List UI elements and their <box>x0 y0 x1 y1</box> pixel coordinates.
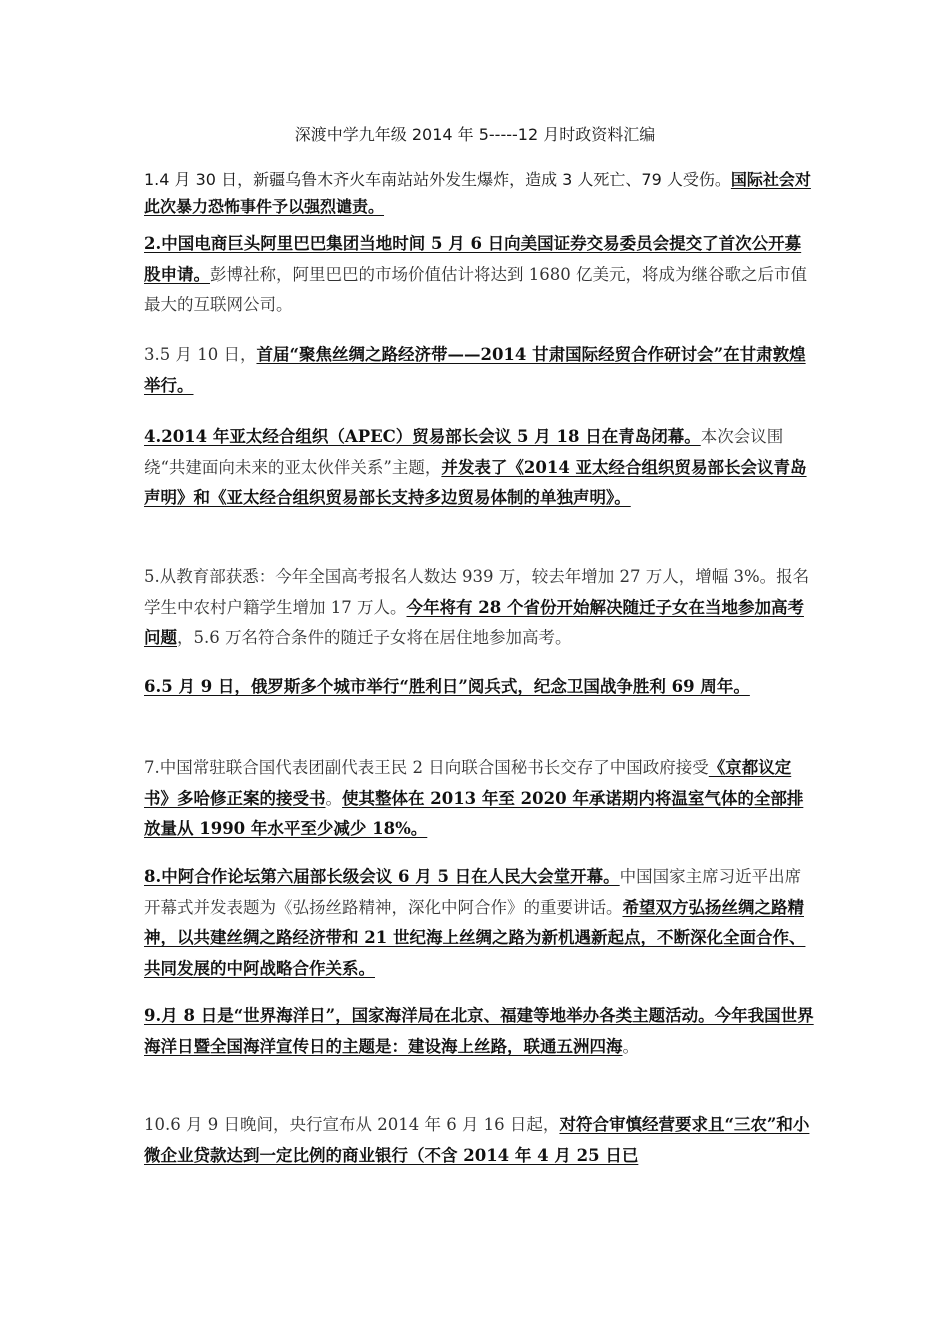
item-text: 3.5 月 10 日， <box>144 345 257 364</box>
item-text: 7.中国常驻联合国代表团副代表王民 2 日向联合国秘书长交存了中国政府接受 <box>144 758 709 777</box>
news-item-8 <box>144 862 814 984</box>
item-highlight: 对符合审慎经营要求且“三农”和小微企业贷款达到一定比例的商业银行（不含 2014 年 4 月 25 日已 <box>144 1115 810 1165</box>
item-text: 中国国家主席习近平出席开幕式并发表题为《弘扬丝路精神，深化中阿合作》的重要讲话。 <box>144 867 802 917</box>
item-text: 5.从教育部获悉：今年全国高考报名人数达 939 万，较去年增加 27 万人，增幅 3%。报名学生中农村户籍学生增加 17 万人。 <box>144 567 810 617</box>
document-title: 深渡中学九年级 2014 年 5-----12 月时政资料汇编 <box>294 125 656 144</box>
news-item-9 <box>144 1001 814 1062</box>
item-text: 。 <box>622 1036 639 1056</box>
item-highlight: 9.月 8 日是“世界海洋日”，国家海洋局在北京、福建等地举办各类主题活动。今年我国世界海洋日暨全国海洋宣传日的主题是：建设海上丝路，联通五洲四海 <box>144 1006 814 1056</box>
item-highlight: 2.中国电商巨头阿里巴巴集团当地时间 5 月 6 日向美国证券交易委员会提交了首次公开募股申请。 <box>144 234 802 284</box>
item-highlight: 4.2014 年亚太经合组织（APEC）贸易部长会议 5 月 18 日在青岛闭幕。 <box>144 427 701 446</box>
item-highlight: 国际社会对此次暴力恐怖事件予以强烈谴责。 <box>144 170 811 216</box>
news-item-10 <box>144 1110 814 1171</box>
news-item-7 <box>144 753 814 845</box>
news-item-5 <box>144 562 814 654</box>
news-item-4 <box>144 422 814 514</box>
item-highlight: 使其整体在 2013 年至 2020 年承诺期内将温室气体的全部排放量从 1990 年水平至少减少 18%。 <box>144 788 804 838</box>
news-item-6 <box>144 672 814 703</box>
item-text: 本次会议围绕“共建面向未来的亚太伙伴关系”主题， <box>144 427 784 477</box>
item-highlight: 8.中阿合作论坛第六届部长级会议 6 月 5 日在人民大会堂开幕。 <box>144 867 620 886</box>
item-highlight: 6.5 月 9 日，俄罗斯多个城市举行“胜利日”阅兵式，纪念卫国战争胜利 69 周年。 <box>144 677 750 696</box>
item-text: ，5.6 万名符合条件的随迁子女将在居住地参加高考。 <box>177 628 572 647</box>
item-highlight: 首届“聚焦丝绸之路经济带——2014 甘肃国际经贸合作研讨会”在甘肃敦煌举行。 <box>144 345 806 395</box>
item-highlight: 《京都议定书》多哈修正案的接受书 <box>144 758 792 808</box>
item-text: 彭博社称，阿里巴巴的市场价值估计将达到 1680 亿美元，将成为继谷歌之后市值最大的互联网公司。 <box>144 264 807 314</box>
item-highlight: 今年将有 28 个省份开始解决随迁子女在当地参加高考问题 <box>144 597 804 647</box>
news-item-3 <box>144 340 814 401</box>
item-text: 10.6 月 9 日晚间，央行宣布从 2014 年 6 月 16 日起， <box>144 1115 560 1134</box>
item-highlight: 并发表了《2014 亚太经合组织贸易部长会议青岛声明》和《亚太经合组织贸易部长支持多边贸易体制的单独声明》。 <box>144 457 807 507</box>
news-item-1 <box>144 166 814 220</box>
news-item-2 <box>144 229 814 321</box>
item-highlight: 希望双方弘扬丝绸之路精神，以共建丝绸之路经济带和 21 世纪海上丝绸之路为新机遇新起点，不断深化全面合作、共同发展的中阿战略合作关系。 <box>144 897 806 978</box>
item-text: 。 <box>325 788 342 808</box>
item-text: 1.4 月 30 日，新疆乌鲁木齐火车南站站外发生爆炸，造成 3 人死亡、79 人受伤。 <box>144 170 731 189</box>
